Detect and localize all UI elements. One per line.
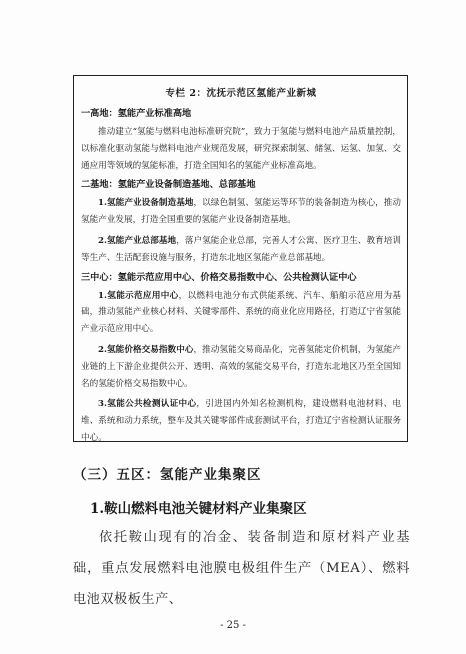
center3-paragraph: [81, 396, 401, 446]
base2-text: ，落户氢能企业总部，完善人才公寓、医疗卫生、教育培训等生产、生活配套设施与服务，打造东北地区氢能产业总部基地。: [81, 235, 401, 263]
center2-paragraph: [81, 342, 401, 392]
page-number: - 25 -: [220, 620, 246, 631]
box-title: 专栏 2：沈抚示范区氢能产业新城: [165, 88, 317, 99]
sidebar-box: [73, 75, 408, 442]
base1-paragraph: [81, 195, 401, 229]
center1-text: ，以燃料电池分布式供能系统、汽车、船舶示范应用为基础，推动氢能产业核心材料、关键零部件、系统的商业化应用路径，打造辽宁省氢能产业示范应用中心。: [81, 290, 401, 335]
center3-label: 3.氢能公共检测认证中心: [98, 399, 197, 410]
center1-paragraph: [81, 288, 401, 338]
center2-label: 2.氢能价格交易指数中心: [98, 344, 194, 355]
base2-paragraph: [81, 233, 401, 267]
base1-label: 1.氢能产业设备制造基地: [98, 198, 194, 209]
base1-text: ，以绿色制氢、氢能运等环节的装备制造为核心，推动氢能产业发展，打造全国重要的氢能产业设备制造基地。: [81, 198, 401, 226]
body-paragraph-text: 依托鞍山现有的冶金、装备制造和原材料产业基础，重点发展燃料电池膜电极组件生产（MEA）、燃料电池双极板生产、: [73, 530, 410, 607]
highland-paragraph: 推动建立“氢能与燃料电池标准研究院”，致力于氢能与燃料电池产品质量控制，以标准化驱动氢能与燃料电池产业规范发展，研究探索制氢、储氢、运氢、加氢、交通应用等领域的氢能标准，打造全国知名的氢能产业标准高地。: [81, 127, 401, 171]
section-heading: （三）五区：氢能产业集聚区: [73, 467, 262, 483]
center2-text: ，推动氢能交易商品化，完善氢能定价机制，为氢能产业链的上下游企业提供公开、透明、高效的氢能交易平台，打造东北地区乃至全国知名的氢能价格交易指数中心。: [81, 344, 401, 389]
highland-heading: 一高地：氢能产业标准高地: [81, 108, 192, 119]
three-centers-heading: 三中心：氢能示范应用中心、价格交易指数中心、公共检测认证中心: [81, 271, 357, 283]
center3-text: ，引进国内外知名检测机构，建设燃料电池材料、电堆、系统和动力系统，整车及其关键零部件成套测试平台，打造辽宁省检测认证服务中心。: [81, 399, 401, 443]
subsection-heading: 1.鞍山燃料电池关键材料产业集聚区: [90, 501, 307, 517]
body-paragraph: [73, 522, 410, 615]
base2-label: 2.氢能产业总部基地: [98, 235, 177, 246]
two-bases-heading: 二基地：氢能产业设备制造基地、总部基地: [81, 179, 256, 191]
center1-label: 1.氢能示范应用中心: [98, 290, 179, 301]
